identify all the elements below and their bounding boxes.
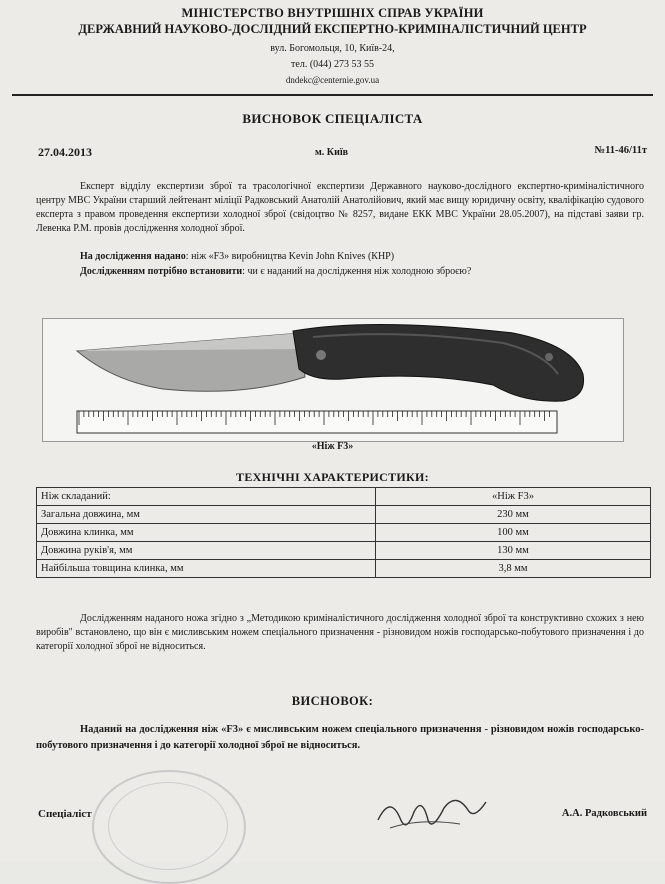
question-label: Дослідженням потрібно встановити	[80, 266, 243, 277]
table-row	[37, 506, 651, 524]
conclusion-title: ВИСНОВОК:	[291, 694, 374, 708]
question-text: : чи є наданий на дослідження ніж холодною зброєю?	[242, 266, 472, 277]
spec-label: Найбільша товщина клинка, мм	[37, 560, 376, 578]
center-email: dndekc@centernie.gov.ua	[285, 75, 380, 85]
submitted-line	[36, 250, 644, 264]
table-row	[37, 488, 651, 506]
document-title: ВИСНОВОК СПЕЦІАЛІСТА	[242, 111, 423, 126]
center-phone: тел. (044) 273 53 55	[291, 59, 374, 70]
submitted-label: На дослідження надано	[80, 251, 186, 262]
table-row	[37, 524, 651, 542]
spec-value: 3,8 мм	[376, 560, 651, 578]
submitted-text: : ніж «F3» виробництва Kevin John Knives (КНР)	[185, 251, 395, 262]
signature	[370, 790, 490, 840]
spec-label: Загальна довжина, мм	[37, 506, 376, 524]
spec-label: Довжина клинка, мм	[37, 524, 376, 542]
photo-caption: «Ніж F3»	[311, 441, 354, 452]
spec-value: «Ніж F3»	[376, 488, 651, 506]
header-divider	[12, 94, 653, 96]
document-city: м. Київ	[315, 147, 349, 158]
research-paragraph: Дослідженням наданого ножа згідно з „Методикою криміналістичного дослідження холодної зброї та конструктивно схожих з нею виробів" встановлено, що він є мисливським ножем спеціального призначення - різновидом ножів господарсько-побутового призначення і до категорії холодної зброї не відноситься.	[36, 613, 644, 652]
intro-paragraph: Експерт відділу експертизи зброї та трасологічної експертизи Державного науково-дослідного експертно-криміналістичного центру МВС України старший лейтенант міліції Радковський Анатолій Анатолійович, який має вищу юридичну освіту, кваліфікацію судового експерта з правом проведення експертизи холодної зброї (свідоцтво № 8257, видане ЕКК МВС України 28.05.2007), на підставі заяви гр. Левенка Р.М. провів дослідження холодної зброї.	[36, 181, 644, 234]
stamp-inner-ring	[108, 782, 228, 870]
question-line	[36, 265, 644, 279]
specialist-name: А.А. Радковський	[561, 808, 647, 819]
conclusion-text: Наданий на дослідження ніж «F3» є мисливським ножем спеціального призначення - різновидом ножів господарсько-побутового призначення і до категорії холодної зброї не відноситься.	[36, 724, 644, 751]
tech-title: ТЕХНІЧНІ ХАРАКТЕРИСТИКИ:	[236, 470, 429, 484]
document-number: №11-46/11т	[594, 145, 647, 156]
spec-value: 100 мм	[376, 524, 651, 542]
document-date: 27.04.2013	[38, 145, 92, 159]
spec-value: 130 мм	[376, 542, 651, 560]
knife-illustration	[43, 319, 623, 441]
spec-table	[36, 487, 651, 578]
table-row	[37, 560, 651, 578]
spec-label: Ніж складаний:	[37, 488, 376, 506]
spec-label: Довжина руків'я, мм	[37, 542, 376, 560]
knife-photo	[42, 318, 624, 442]
ministry-name: МІНІСТЕРСТВО ВНУТРІШНІХ СПРАВ УКРАЇНИ	[181, 6, 484, 20]
specialist-role: Спеціаліст	[38, 808, 92, 820]
center-address: вул. Богомольця, 10, Київ-24,	[270, 43, 395, 54]
spec-value: 230 мм	[376, 506, 651, 524]
table-row	[37, 542, 651, 560]
center-name: ДЕРЖАВНИЙ НАУКОВО-ДОСЛІДНИЙ ЕКСПЕРТНО-КРИМІНАЛІСТИЧНИЙ ЦЕНТР	[78, 22, 587, 36]
